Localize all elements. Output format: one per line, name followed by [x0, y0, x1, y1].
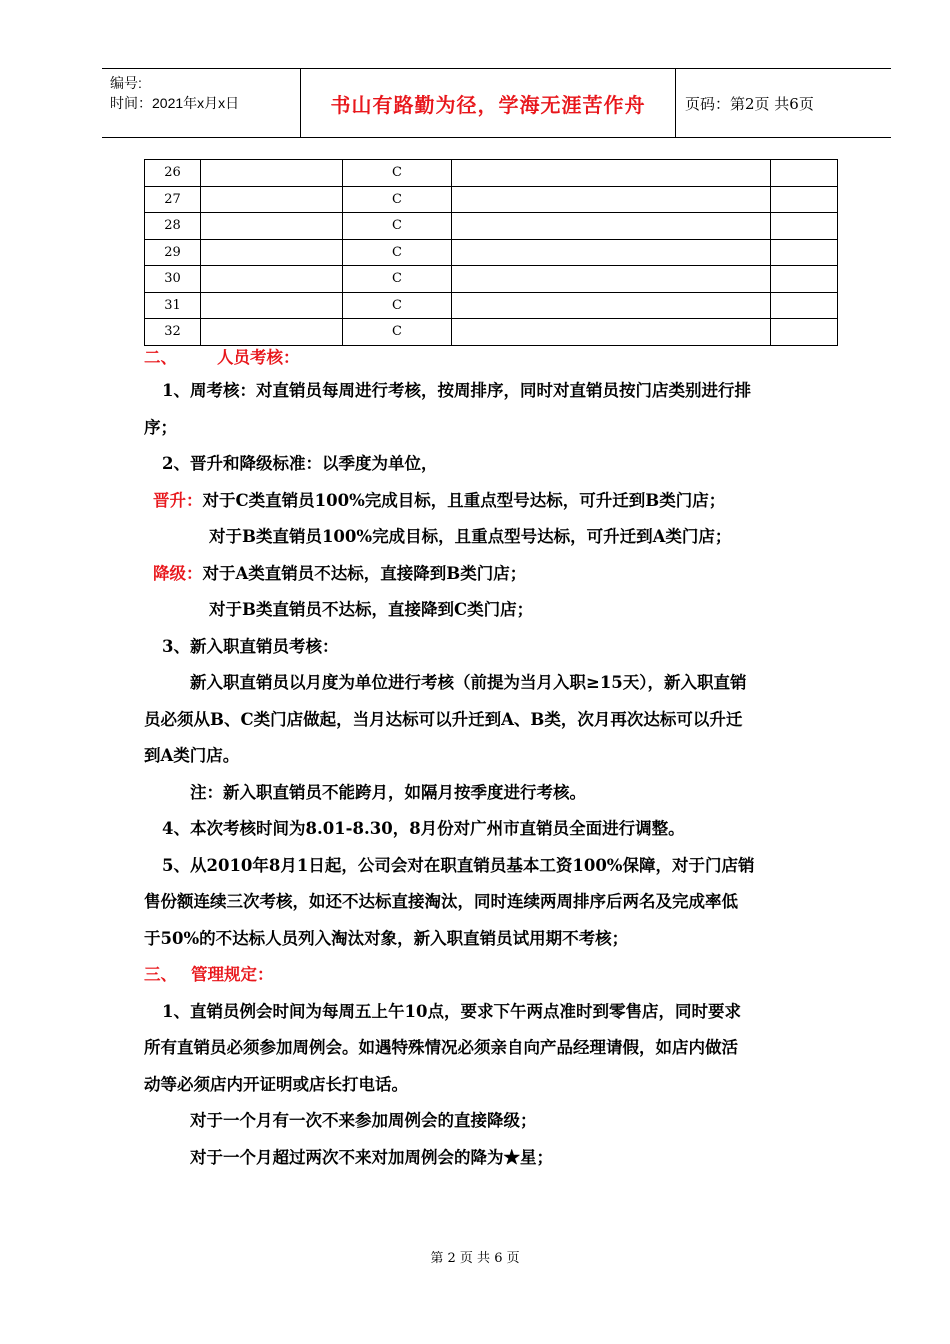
header-motto: 书山有路勤为径，学海无涯苦作舟	[330, 92, 646, 117]
header-divider	[675, 69, 676, 137]
paragraph: 4、本次考核时间为8.01-8.30，8月份对广州市直销员全面进行调整。	[162, 819, 685, 838]
section-title: 人员考核：	[217, 348, 300, 367]
row-number: 32	[145, 319, 201, 346]
table-cell	[452, 239, 771, 266]
paragraph: 动等必须店内开证明或店长打电话。	[144, 1074, 408, 1094]
table-row	[145, 186, 838, 213]
table-cell	[771, 292, 838, 319]
row-grade: C	[343, 292, 452, 319]
paragraph: 到A类门店。	[144, 746, 240, 765]
row-grade: C	[343, 319, 452, 346]
paragraph: 所有直销员必须参加周例会。如遇特殊情况必须亲自向产品经理请假，如店内做活	[144, 1038, 738, 1057]
paragraph: 对于一个月超过两次不来对加周例会的降为★星；	[190, 1147, 553, 1167]
table-cell	[201, 292, 343, 319]
paragraph: 对于一个月有一次不来参加周例会的直接降级；	[190, 1111, 537, 1130]
table-cell	[201, 266, 343, 293]
paragraph: 1、直销员例会时间为每周五上午10点，要求下午两点准时到零售店，同时要求	[162, 1001, 741, 1021]
table-row	[145, 213, 838, 240]
row-number: 27	[145, 186, 201, 213]
paragraph: 1、周考核：对直销员每周进行考核，按周排序，同时对直销员按门店类别进行排	[162, 381, 751, 400]
table-cell	[201, 213, 343, 240]
table-cell	[452, 292, 771, 319]
row-grade: C	[343, 186, 452, 213]
paragraph: 于50%的不达标人员列入淘汰对象，新入职直销员试用期不考核；	[144, 928, 629, 948]
table-cell	[452, 160, 771, 187]
table-cell	[771, 160, 838, 187]
row-number: 31	[145, 292, 201, 319]
paragraph: 售份额连续三次考核，如还不达标直接淘汰，同时连续两周排序后两名及完成率低	[144, 892, 738, 911]
paragraph: 新入职直销员以月度为单位进行考核（前提为当月入职≥15天），新入职直销	[190, 673, 747, 692]
table-cell	[452, 186, 771, 213]
table-cell	[201, 239, 343, 266]
section-heading	[144, 957, 850, 994]
table-cell	[771, 266, 838, 293]
promote-rule: 对于C类直销员100%完成目标，且重点型号达标，可升迁到B类门店；	[202, 490, 726, 510]
row-number: 26	[145, 160, 201, 187]
section-number: 三、	[144, 965, 177, 984]
table-cell	[201, 186, 343, 213]
page-header	[102, 68, 891, 138]
row-number: 29	[145, 239, 201, 266]
paragraph: 注：新入职直销员不能跨月，如隔月按季度进行考核。	[190, 782, 586, 802]
paragraph: 2、晋升和降级标准：以季度为单位，	[162, 454, 438, 473]
staff-table	[144, 159, 838, 346]
document-body	[144, 342, 850, 1176]
table-cell	[201, 160, 343, 187]
row-number: 30	[145, 266, 201, 293]
document-time: 时间：2021年x月x日	[110, 95, 240, 111]
paragraph: 序；	[144, 417, 177, 437]
demote-rule: 对于A类直销员不达标，直接降到B类门店；	[202, 563, 527, 583]
paragraph	[144, 483, 850, 520]
section-heading	[144, 342, 850, 373]
table-row	[145, 239, 838, 266]
page-footer: 第 2 页 共 6 页	[430, 1251, 520, 1266]
section-title: 管理规定：	[191, 965, 274, 984]
table-cell	[771, 186, 838, 213]
row-grade: C	[343, 266, 452, 293]
paragraph: 员必须从B、C类门店做起，当月达标可以升迁到A、B类，次月再次达标可以升迁	[144, 709, 743, 729]
paragraph: 5、从2010年8月1日起，公司会对在职直销员基本工资100%保障，对于门店销	[162, 855, 755, 875]
paragraph: 3、新入职直销员考核：	[162, 636, 339, 656]
document-number-label: 编号:	[110, 75, 142, 91]
header-meta	[110, 73, 239, 113]
table-cell	[771, 213, 838, 240]
demote-label: 降级：	[153, 563, 203, 583]
table-row	[145, 160, 838, 187]
row-grade: C	[343, 239, 452, 266]
row-grade: C	[343, 160, 452, 187]
paragraph	[144, 556, 850, 593]
table-cell	[452, 266, 771, 293]
row-grade: C	[343, 213, 452, 240]
table-cell	[771, 239, 838, 266]
table-cell	[452, 213, 771, 240]
paragraph: 对于B类直销员100%完成目标，且重点型号达标，可升迁到A类门店；	[209, 527, 732, 546]
promote-label: 晋升：	[153, 490, 203, 510]
table-row	[145, 292, 838, 319]
paragraph: 对于B类直销员不达标，直接降到C类门店；	[209, 600, 534, 619]
header-page-code: 页码：第2页 共6页	[685, 94, 814, 113]
section-number: 二、	[144, 348, 177, 367]
table-row	[145, 266, 838, 293]
row-number: 28	[145, 213, 201, 240]
